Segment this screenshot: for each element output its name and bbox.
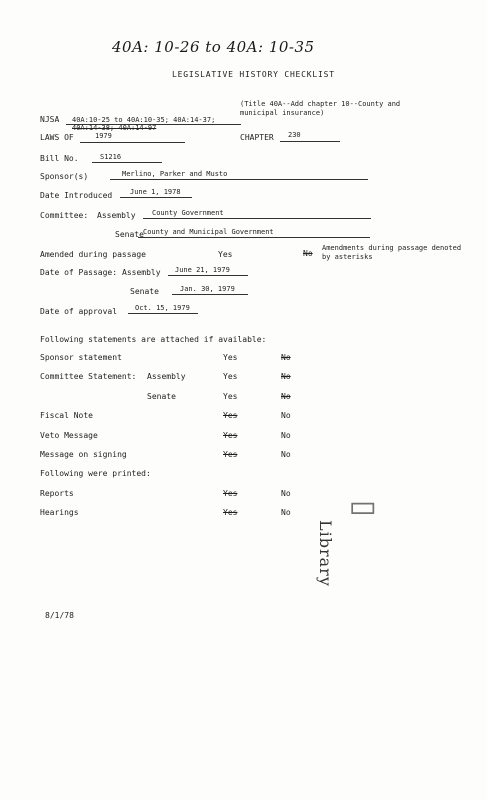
chapter-value: 230: [288, 131, 301, 139]
following-printed-heading: Following were printed:: [40, 469, 151, 478]
handwritten-citation: 40A: 10-26 to 40A: 10-35: [112, 38, 315, 56]
njsa-value-line1: 40A:10-25 to 40A:10-35; 40A:14-37;: [72, 116, 216, 124]
amended-yes: Yes: [218, 250, 233, 259]
bill-no-label: Bill No.: [40, 154, 79, 163]
passage-label: Date of Passage:: [40, 268, 118, 277]
title-note: [240, 100, 440, 118]
statement-sub-label: Senate: [147, 392, 176, 401]
approval-value: Oct. 15, 1979: [135, 304, 190, 312]
njsa-value-line2: 40A:14-38; 40A:14-97: [72, 124, 157, 132]
chapter-underline: [280, 141, 340, 142]
statement-label: Message on signing: [40, 450, 127, 459]
statement-no: No: [281, 431, 291, 440]
laws-of-label: LAWS OF: [40, 133, 74, 142]
statement-no: No: [281, 450, 291, 459]
printed-yes: Yes: [223, 508, 238, 517]
printed-label: Reports: [40, 489, 74, 498]
library-stamp: Library: [316, 520, 335, 587]
passage-assembly-label: Assembly: [122, 268, 161, 277]
statement-yes: Yes: [223, 392, 238, 401]
passage-assembly-value: June 21, 1979: [175, 266, 230, 274]
amended-note: [322, 244, 472, 262]
following-attached-heading: Following statements are attached if available:: [40, 335, 267, 344]
printed-no: No: [281, 508, 291, 517]
passage-senate-underline: [172, 294, 248, 295]
laws-of-underline: [80, 142, 185, 143]
committee-assembly-value: County Government: [152, 209, 224, 217]
approval-label: Date of approval: [40, 307, 118, 316]
statement-label: Sponsor statement: [40, 353, 122, 362]
njsa-underline: [66, 124, 241, 125]
date-introduced-underline: [120, 197, 192, 198]
statement-no: No: [281, 411, 291, 420]
amended-no: No: [303, 249, 313, 258]
committee-assembly-underline: [143, 218, 371, 219]
njsa-label: NJSA: [40, 115, 60, 124]
statement-no: No: [281, 372, 291, 381]
committee-senate-value: County and Municipal Government: [143, 228, 274, 236]
statement-yes: Yes: [223, 450, 238, 459]
approval-underline: [128, 313, 198, 314]
title-note-text: (Title 40A--Add chapter 10--County and municipal insurance): [240, 100, 401, 117]
printed-label: Hearings: [40, 508, 79, 517]
date-introduced-value: June 1, 1978: [130, 188, 181, 196]
sponsors-underline: [110, 179, 368, 180]
bill-no-underline: [92, 162, 162, 163]
committee-assembly-label: Assembly: [97, 211, 136, 220]
chapter-label: CHAPTER: [240, 133, 274, 142]
statement-yes: Yes: [223, 372, 238, 381]
committee-senate-label: Senate: [115, 230, 144, 239]
statement-yes: Yes: [223, 411, 238, 420]
statement-yes: Yes: [223, 353, 238, 362]
statement-yes: Yes: [223, 431, 238, 440]
sponsors-value: Merlino, Parker and Musto: [122, 170, 228, 178]
page-title: LEGISLATIVE HISTORY CHECKLIST: [172, 70, 335, 79]
printed-yes: Yes: [223, 489, 238, 498]
statement-no: No: [281, 392, 291, 401]
bill-no-value: S1216: [100, 153, 122, 161]
printed-no: No: [281, 489, 291, 498]
passage-assembly-underline: [168, 275, 248, 276]
statement-label: Committee Statement:: [40, 372, 137, 381]
footer-code: 8/1/78: [45, 611, 74, 620]
committee-senate-underline: [138, 237, 370, 238]
passage-senate-value: Jan. 30, 1979: [180, 285, 235, 293]
passage-senate-label: Senate: [130, 287, 159, 296]
committee-label: Committee:: [40, 211, 89, 220]
statement-no: No: [281, 353, 291, 362]
amended-label: Amended during passage: [40, 250, 146, 259]
sponsors-label: Sponsor(s): [40, 172, 89, 181]
statement-label: Veto Message: [40, 431, 98, 440]
stamp-mark: ▯: [347, 500, 382, 517]
laws-of-value: 1979: [95, 132, 112, 140]
statement-label: Fiscal Note: [40, 411, 93, 420]
date-introduced-label: Date Introduced: [40, 191, 113, 200]
statement-sub-label: Assembly: [147, 372, 186, 381]
amended-note-text: Amendments during passage denoted by asterisks: [322, 244, 462, 261]
